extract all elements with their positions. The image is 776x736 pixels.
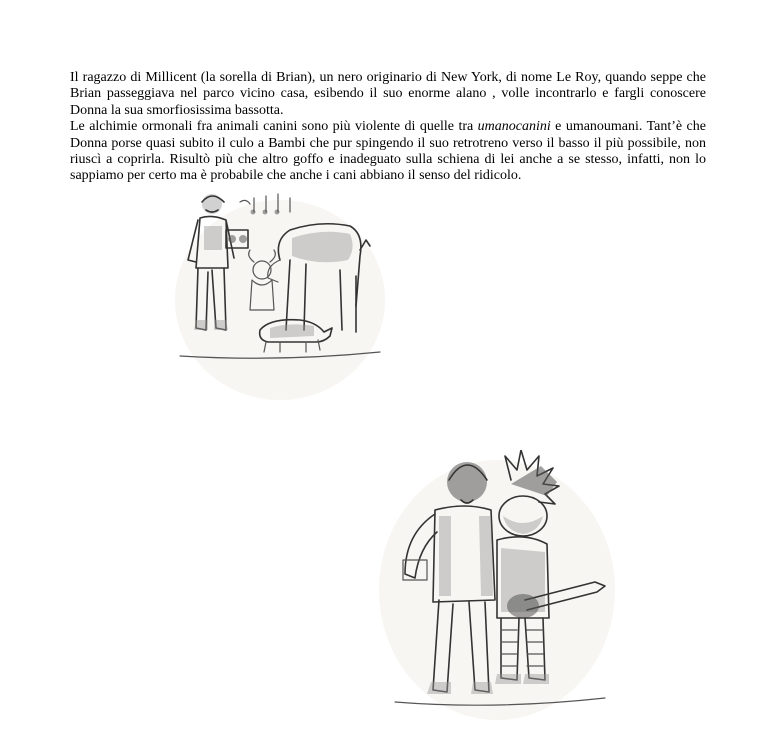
paragraph-2-text-b: e umanoumani. Tant’è che Donna porse quasi subito il culo a Bambi che pur spingendo il suo retrotreno verso il basso il più possibile, non riuscì a coprirla. Risultò più che altro goffo e inadeguato sulla schiena di lei anche a se stesso, infatti, non lo sappiamo per certo ma è probabile che anche i cani abbiano il senso del ridicolo. (70, 119, 706, 184)
paragraph-2 (70, 119, 706, 185)
pencil-sketch-park-scene (170, 190, 385, 405)
paragraph-2-italic-word: umanocanini (477, 119, 551, 135)
story-text (70, 70, 706, 185)
pencil-sketch-two-figures (375, 450, 620, 725)
paragraph-1: Il ragazzo di Millicent (la sorella di Brian), un nero originario di New York, di nome Le Roy, quando seppe che Brian passeggiava nel parco vicino casa, esibendo il suo enorme alano , volle incontrarlo e fargli conoscere Donna la sua smorfiosissima bassotta. (70, 70, 706, 118)
paragraph-2-text-a: Le alchimie ormonali fra animali canini sono più violente di quelle tra (70, 119, 478, 135)
